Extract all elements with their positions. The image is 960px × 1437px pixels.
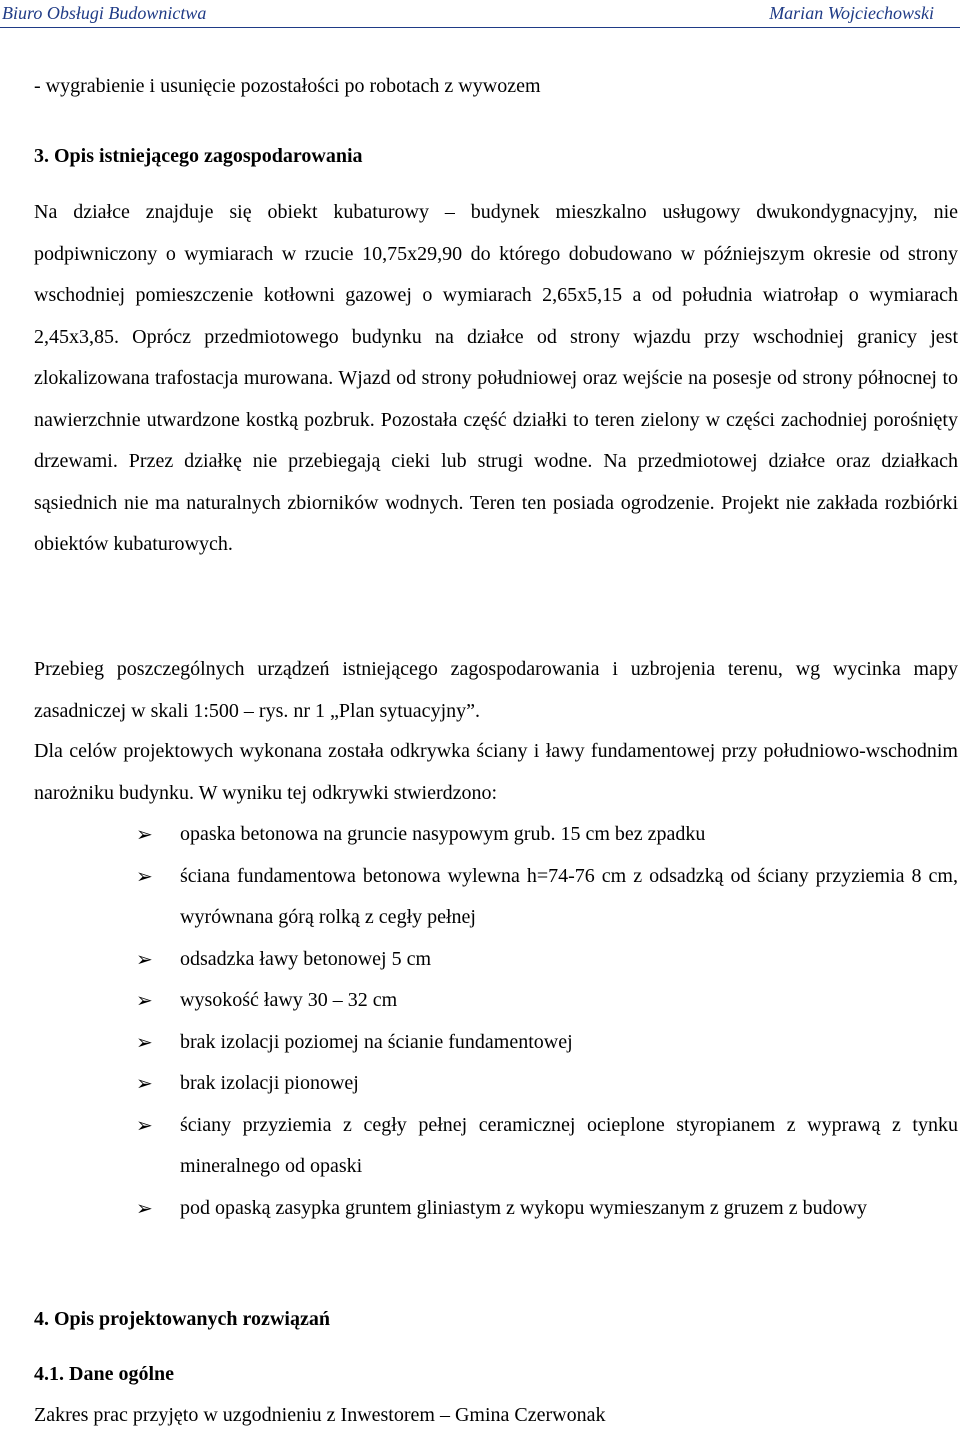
header-divider bbox=[0, 27, 960, 28]
arrowhead-bullet-icon: ➢ bbox=[136, 863, 153, 888]
arrowhead-bullet-icon: ➢ bbox=[136, 946, 153, 971]
list-item-text: ściany przyziemia z cegły pełnej ceramicznej ocieplone styropianem z wyprawą z tynku mineralnego od opaski bbox=[180, 1113, 958, 1177]
list-item bbox=[34, 856, 958, 939]
survey-paragraph: Dla celów projektowych wykonana została odkrywka ściany i ławy fundamentowej przy południowo-wschodnim narożniku budynku. W wyniku tej odkrywki stwierdzono: bbox=[34, 740, 958, 804]
findings-list bbox=[34, 814, 958, 1229]
arrowhead-bullet-icon: ➢ bbox=[136, 1112, 153, 1137]
intro-line: - wygrabienie i usunięcie pozostałości po robotach z wywozem bbox=[34, 75, 541, 97]
header-author: Marian Wojciechowski bbox=[769, 3, 934, 23]
section-3-heading: 3. Opis istniejącego zagospodarowania bbox=[34, 145, 363, 167]
list-item-text: opaska betonowa na gruncie nasypowym grub. 15 cm bez zpadku bbox=[180, 823, 706, 845]
list-item-text: brak izolacji pionowej bbox=[180, 1072, 359, 1094]
list-item bbox=[34, 814, 958, 856]
list-item bbox=[34, 980, 958, 1022]
arrowhead-bullet-icon: ➢ bbox=[136, 822, 153, 846]
section-4-1-text: Zakres prac przyjęto w uzgodnieniu z Inwestorem – Gmina Czerwonak bbox=[34, 1404, 606, 1426]
arrowhead-bullet-icon: ➢ bbox=[136, 1029, 153, 1054]
arrowhead-bullet-icon: ➢ bbox=[136, 1195, 153, 1220]
arrowhead-bullet-icon: ➢ bbox=[136, 988, 153, 1012]
list-item-text: wysokość ławy 30 – 32 cm bbox=[180, 989, 398, 1011]
list-item bbox=[34, 1105, 958, 1188]
list-item-text: pod opaską zasypka gruntem gliniastym z wykopu wymieszanym z gruzem z budowy bbox=[180, 1196, 868, 1219]
list-item-text: ściana fundamentowa betonowa wylewna h=74-76 cm z odsadzką od ściany przyziemia 8 cm, wyrównana górą rolką z cegły pełnej bbox=[180, 864, 958, 928]
list-item-text: brak izolacji poziomej na ścianie fundamentowej bbox=[180, 1030, 573, 1053]
plan-paragraph: Przebieg poszczególnych urządzeń istniejącego zagospodarowania i uzbrojenia terenu, wg wycinka mapy zasadniczej w skali 1:500 – rys. nr 1 „Plan sytuacyjny”. bbox=[34, 658, 958, 722]
page-header bbox=[0, 0, 960, 32]
list-item bbox=[34, 1188, 958, 1230]
section-3-paragraph: Na działce znajduje się obiekt kubaturowy – budynek mieszkalno usługowy dwukondygnacyjny, nie podpiwniczony o wymiarach w rzucie 10,75x29,90 do którego dobudowano w późniejszym okresie od strony wschodniej pomieszczenie kotłowni gazowej o wymiarach 2,65x5,15 a od południa wiatrołap o wymiarach 2,45x3,85. Oprócz przedmiotowego budynku na działce od strony wjazdu przy wschodniej granicy jest zlokalizowana trafostacja murowana. Wjazd od strony południowej oraz wejście na posesje od strony północnej to nawierzchnie utwardzone kostką pozbruk. Pozostała część działki to teren zielony w części zachodniej porośnięty drzewami. Przez działkę nie przebiegają cieki lub strugi wodne. Na przedmiotowej działce oraz działkach sąsiednich nie ma naturalnych zbiorników wodnych. Teren ten posiada ogrodzenie. Projekt nie zakłada rozbiórki obiektów kubaturowych. bbox=[34, 201, 958, 555]
section-4-heading: 4. Opis projektowanych rozwiązań bbox=[34, 1308, 330, 1330]
header-company: Biuro Obsługi Budownictwa bbox=[2, 3, 207, 23]
section-4-1-heading: 4.1. Dane ogólne bbox=[34, 1363, 174, 1385]
list-item bbox=[34, 1022, 958, 1064]
arrowhead-bullet-icon: ➢ bbox=[136, 1071, 153, 1095]
list-item bbox=[34, 939, 958, 981]
list-item-text: odsadzka ławy betonowej 5 cm bbox=[180, 947, 432, 970]
list-item bbox=[34, 1063, 958, 1105]
